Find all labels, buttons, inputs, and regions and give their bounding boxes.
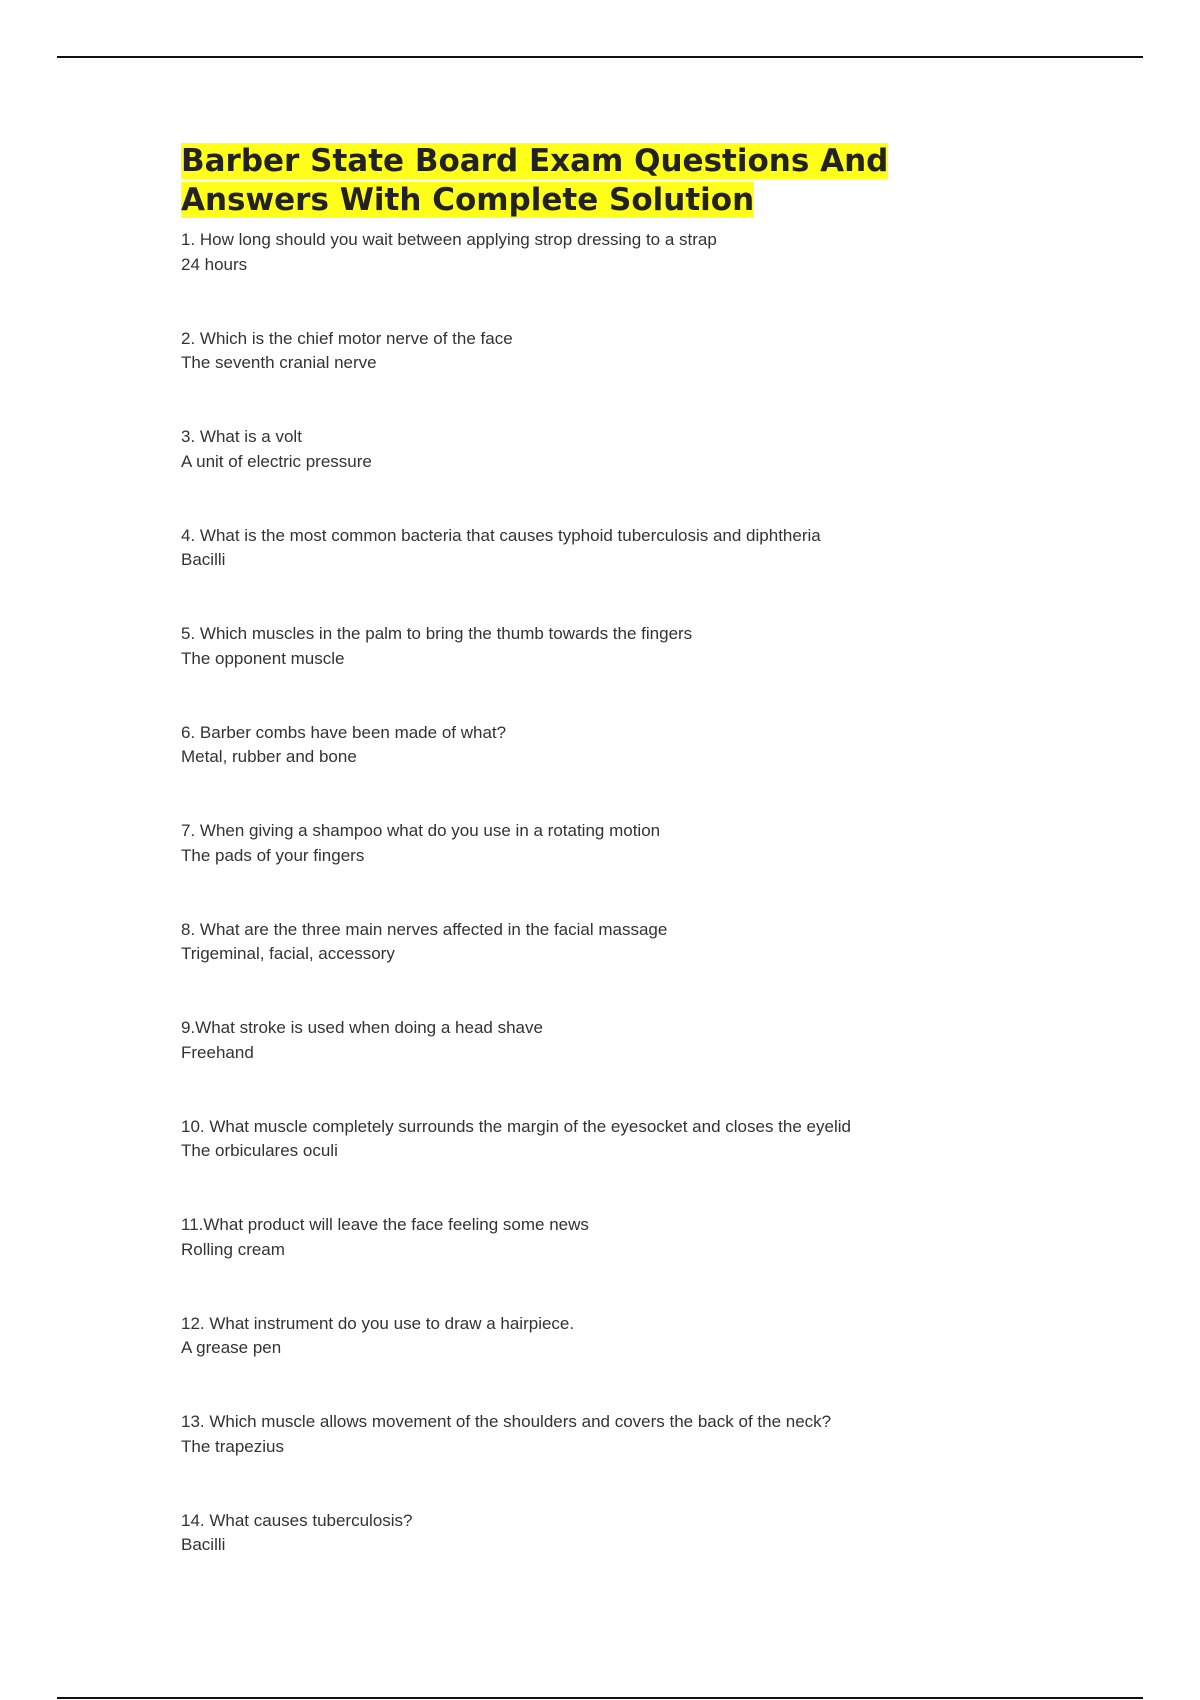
qa-item	[181, 819, 961, 918]
answer-text: The seventh cranial nerve	[181, 353, 377, 372]
question-text: 3. What is a volt	[181, 427, 302, 446]
qa-item	[181, 1312, 961, 1411]
document-title	[181, 142, 961, 220]
answer-text: Trigeminal, facial, accessory	[181, 944, 395, 963]
answer-text: 24 hours	[181, 254, 248, 274]
document-body	[181, 142, 961, 1607]
question-text: 11.What product will leave the face feeling some news	[181, 1215, 589, 1234]
answer-text: Bacilli	[181, 1535, 226, 1554]
answer-text: The pads of your fingers	[181, 845, 365, 865]
answer-text: The orbiculares oculi	[181, 1141, 338, 1160]
qa-item	[181, 622, 961, 721]
answer-text: A grease pen	[181, 1338, 282, 1357]
top-rule	[57, 56, 1143, 58]
question-text: 14. What causes tuberculosis?	[181, 1510, 413, 1530]
answer-text: A unit of electric pressure	[181, 451, 372, 471]
qa-item	[181, 1115, 961, 1214]
answer-text: Bacilli	[181, 550, 226, 569]
question-text: 8. What are the three main nerves affected in the facial massage	[181, 919, 668, 939]
highlighted-title-text: Barber State Board Exam Questions And Answers With Complete Solution	[181, 143, 889, 218]
answer-text: The trapezius	[181, 1436, 284, 1456]
question-text: 12. What instrument do you use to draw a hairpiece.	[181, 1313, 575, 1333]
question-text: 6. Barber combs have been made of what?	[181, 722, 507, 742]
qa-item	[181, 1016, 961, 1115]
question-text: 10. What muscle completely surrounds the margin of the eyesocket and closes the eyelid	[181, 1116, 851, 1136]
answer-text: Metal, rubber and bone	[181, 747, 357, 766]
qa-item	[181, 1509, 961, 1608]
answer-text: Freehand	[181, 1042, 254, 1062]
qa-item	[181, 1213, 961, 1312]
qa-item	[181, 721, 961, 820]
qa-item	[181, 228, 961, 327]
answer-text: The opponent muscle	[181, 648, 345, 668]
qa-item	[181, 918, 961, 1017]
bottom-rule	[57, 1697, 1143, 1699]
qa-item	[181, 1410, 961, 1509]
answer-text: Rolling cream	[181, 1239, 285, 1259]
question-text: 13. Which muscle allows movement of the shoulders and covers the back of the neck?	[181, 1412, 832, 1431]
qa-item	[181, 327, 961, 426]
question-text: 5. Which muscles in the palm to bring the thumb towards the fingers	[181, 624, 693, 643]
question-text: 7. When giving a shampoo what do you use in a rotating motion	[181, 821, 661, 840]
qa-item	[181, 425, 961, 524]
question-text: 4. What is the most common bacteria that causes typhoid tuberculosis and diphtheria	[181, 525, 821, 545]
question-text: 2. Which is the chief motor nerve of the face	[181, 328, 513, 348]
question-text: 9.What stroke is used when doing a head shave	[181, 1018, 543, 1037]
qa-item	[181, 524, 961, 623]
question-text: 1. How long should you wait between applying strop dressing to a strap	[181, 230, 717, 249]
